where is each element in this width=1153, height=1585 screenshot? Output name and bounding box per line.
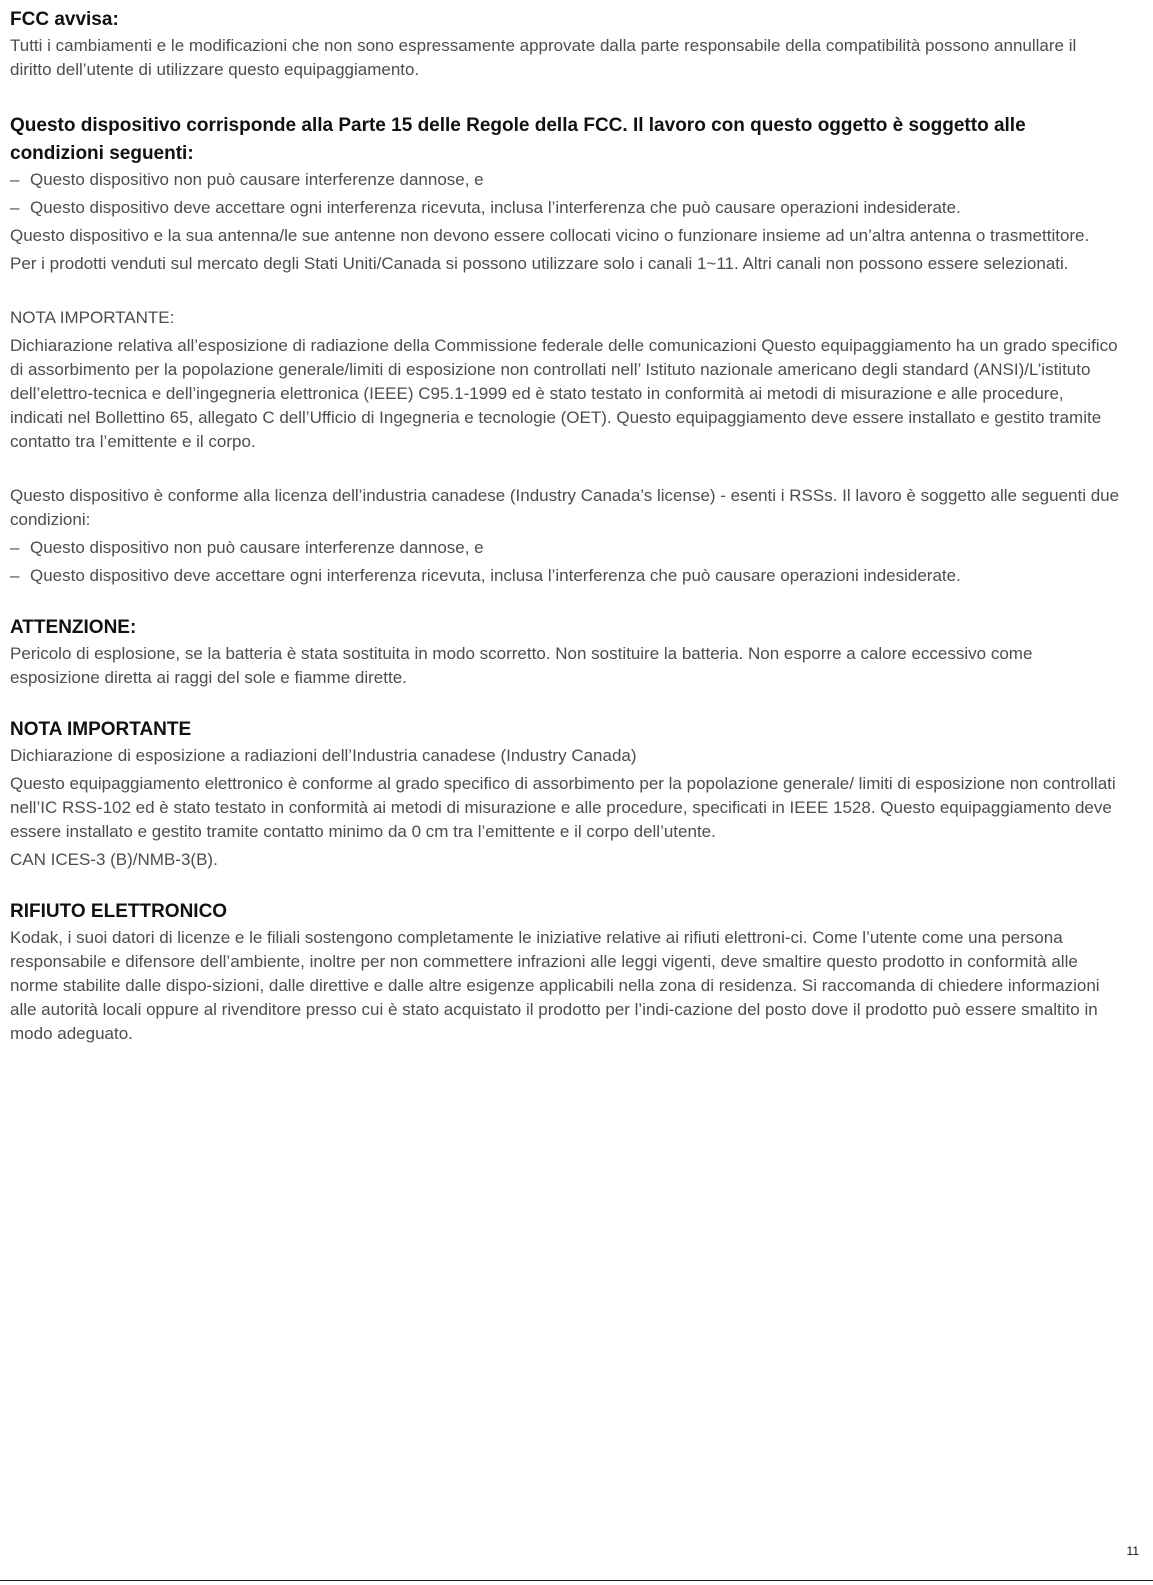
rifiuto-section xyxy=(10,898,1120,1046)
rifiuto-text: Kodak, i suoi datori di licenze e le filiali sostengono completamente le iniziative relative ai rifiuti elettroni-ci. Come l’utente come una persona responsabile e difensore dell’ambiente, inoltre per non commettere infrazioni alle leggi vigenti, deve smaltire questo prodotto in conformità alle norme stabilite dalle dispo-sizioni, dalle direttive e dalle altre esigenze applicabili nella zona di residenza. Si raccomanda di chiedere informazioni alle autorità locali oppure al rivenditore presso cui è stato acquistato il prodotto per l’indi-cazione del posto dove il prodotto può essere smaltito in modo adeguato. xyxy=(10,928,1100,1043)
nota-fcc-label: NOTA IMPORTANTE: xyxy=(10,308,175,327)
bottom-rule xyxy=(0,1580,1153,1581)
industry-canada-section xyxy=(10,484,1120,588)
list-item-text: Questo dispositivo deve accettare ogni interferenza ricevuta, inclusa l’interferenza che può causare operazioni indesiderate. xyxy=(30,198,961,217)
dash-bullet: – xyxy=(10,170,20,189)
attenzione-text: Pericolo di esplosione, se la batteria è stata sostituita in modo scorretto. Non sostituire la batteria. Non esporre a calore eccessivo come esposizione diretta ai raggi del sole e fiamme dirette. xyxy=(10,644,1033,687)
antenna-paragraph: Questo dispositivo e la sua antenna/le sue antenne non devono essere collocati vicino o funzionare insieme ad un’altra antenna o trasmettitore. xyxy=(10,226,1090,245)
part15-heading: Questo dispositivo corrisponde alla Parte 15 delle Regole della FCC. Il lavoro con questo oggetto è soggetto alle condizioni seguenti: xyxy=(10,115,1026,164)
attenzione-heading: ATTENZIONE: xyxy=(10,617,137,638)
fcc-notice-text: Tutti i cambiamenti e le modificazioni che non sono espressamente approvate dalla parte responsabile della compatibilità possono annullare il diritto dell’utente di utilizzare questo equipaggiamento. xyxy=(10,36,1077,79)
attenzione-section xyxy=(10,614,1120,690)
part15-conditions-list xyxy=(10,168,1120,220)
nota-canada-text: Questo equipaggiamento elettronico è conforme al grado specifico di assorbimento per la popolazione generale/ limiti di esposizione non controllati nell’IC RSS-102 ed è stato testato in conformità ai metodi di misurazione e alle procedure, specificati in IEEE 1528. Questo equipaggiamento deve essere installato e gestito tramite contatto minimo da 0 cm tra l’emittente e il corpo dell’utente. xyxy=(10,774,1116,841)
list-item-text: Questo dispositivo deve accettare ogni interferenza ricevuta, inclusa l’interferenza che può causare operazioni indesiderate. xyxy=(30,566,961,585)
list-item-text: Questo dispositivo non può causare interferenze dannose, e xyxy=(30,170,484,189)
nota-fcc-text: Dichiarazione relativa all’esposizione di radiazione della Commissione federale delle comunicazioni Questo equipaggiamento ha un grado specifico di assorbimento per la popolazione generale/limiti di esposizione non controllati nell’ Istituto nazionale americano degli standard (ANSI)/L’istituto dell’elettro-tecnica e dell’ingegneria elettronica (IEEE) C95.1-1999 ed è stato testato in conformità ai metodi di misurazione e alle procedure, indicati nel Bollettino 65, allegato C dell’Ufficio di Ingegneria e tecnologie (OET). Questo equipaggiamento deve essere installato e gestito tramite contatto tra l’emittente e il corpo. xyxy=(10,336,1118,451)
industry-canada-text: Questo dispositivo è conforme alla licenza dell’industria canadese (Industry Canada’s license) - esenti i RSSs. Il lavoro è soggetto alle seguenti due condizioni: xyxy=(10,486,1120,529)
fcc-notice-heading: FCC avvisa: xyxy=(10,9,119,30)
list-item xyxy=(10,168,1120,192)
list-item xyxy=(10,196,1120,220)
rifiuto-heading: RIFIUTO ELETTRONICO xyxy=(10,901,228,922)
dash-bullet: – xyxy=(10,538,20,557)
fcc-notice-section xyxy=(10,6,1120,82)
list-item xyxy=(10,564,1120,588)
nota-canada-heading: NOTA IMPORTANTE xyxy=(10,719,192,740)
nota-canada-section xyxy=(10,716,1120,872)
nota-canada-ices: CAN ICES-3 (B)/NMB-3(B). xyxy=(10,850,218,869)
channels-paragraph: Per i prodotti venduti sul mercato degli Stati Uniti/Canada si possono utilizzare solo i canali 1~11. Altri canali non possono essere selezionati. xyxy=(10,254,1069,273)
document-page xyxy=(10,6,1120,1050)
nota-canada-intro: Dichiarazione di esposizione a radiazioni dell’Industria canadese (Industry Canada) xyxy=(10,746,637,765)
dash-bullet: – xyxy=(10,566,20,585)
dash-bullet: – xyxy=(10,198,20,217)
list-item xyxy=(10,536,1120,560)
industry-canada-conditions-list xyxy=(10,536,1120,588)
page-number: 11 xyxy=(1126,1544,1139,1558)
list-item-text: Questo dispositivo non può causare interferenze dannose, e xyxy=(30,538,484,557)
part15-section xyxy=(10,112,1120,276)
nota-fcc-section xyxy=(10,306,1120,454)
